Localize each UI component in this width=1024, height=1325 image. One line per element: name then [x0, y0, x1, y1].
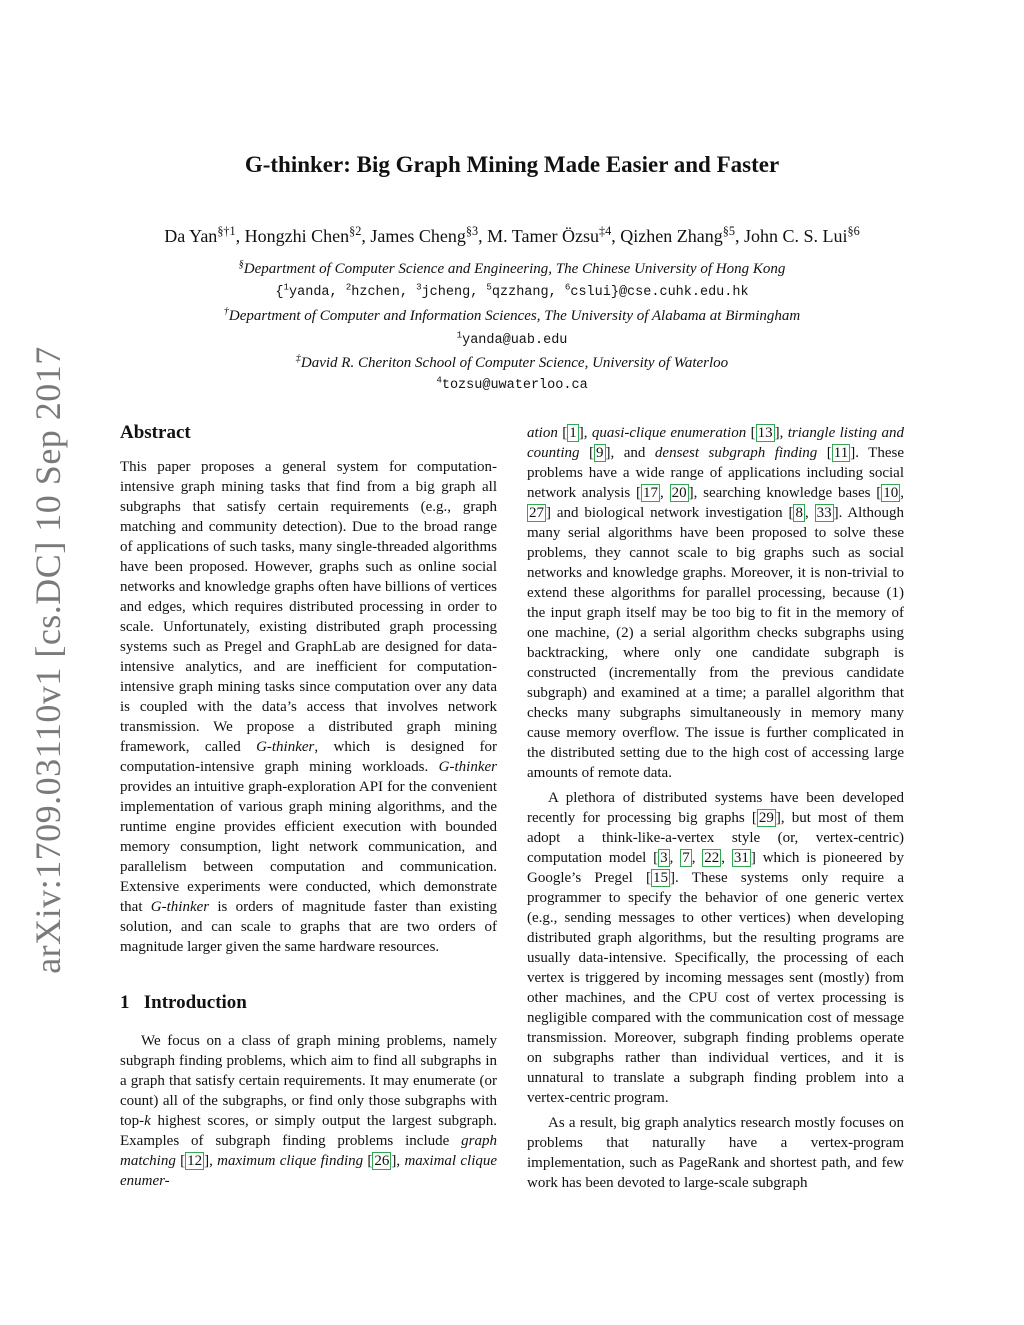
citation-link[interactable]: 33: [816, 505, 832, 521]
citation-link[interactable]: 29: [758, 810, 774, 826]
citation-link[interactable]: 10: [883, 485, 899, 501]
citation-link[interactable]: 26: [374, 1153, 390, 1169]
citation-link[interactable]: 27: [529, 505, 544, 521]
citation-link[interactable]: 17: [643, 485, 659, 501]
author: John C. S. Lui$^{\S 6}$: [743, 224, 860, 246]
affiliation-cuhk: §Department of Computer Science and Engineering, The Chinese University of Hong Kong: [238, 259, 786, 277]
author: Qizhen Zhang$^{\S 5}$: [620, 224, 735, 246]
citation-link[interactable]: 8: [795, 505, 803, 521]
email-cuhk: {$^1$yanda, $^2$hzchen, $^3$jcheng, $^5$qzzhang, $^6$cslui}@cse.cuhk.edu.hk: [275, 281, 749, 300]
abstract-heading: Abstract: [120, 422, 191, 443]
author: James Cheng$^{\S 3}$: [370, 224, 479, 246]
author-list: Da Yan$^{\S\dagger 1}$, Hongzhi Chen$^{\S 2}$, James Cheng$^{\S 3}$, M. Tamer Özsu$^{\ddagger 4}$, Qizhen Zhang$^{\S 5}$, John C. S. Lui$^{\S 6}$: [164, 224, 860, 246]
citation-link[interactable]: 12: [187, 1153, 203, 1169]
citation-link[interactable]: 3: [660, 850, 668, 866]
citation-link[interactable]: 1: [569, 425, 577, 441]
citation-link[interactable]: 20: [671, 485, 687, 501]
citation-link[interactable]: 11: [833, 445, 849, 461]
affiliation-uab: †Department of Computer and Information Sciences, The University of Alabama at Birmingham: [223, 306, 801, 324]
author: Hongzhi Chen$^{\S 2}$: [244, 224, 362, 246]
intro-paragraph-continued: ation [ 1 ], quasi-clique enumeration [ 13 ], triangle listing and counting [ 9 ], and densest subgraph finding [ 11 ]. These problems have a wide range of applications including social network analysis [ 17 , 20 ], searching knowledge bases [ 10 , 27 ] and biological network investigation [ 8 , 33 ]. Although many serial algorithms have been proposed to solve these problems, they cannot scale to big graphs such as social networks and knowledge graphs. Moreover, it is non-trivial to extend these algorithms for parallel processing, because (1) the input graph itself may be too big to fit in the memory of one machine, (2) a serial algorithm checks subgraphs using backtracking, where only one candidate subgraph is constructed (incrementally from the previous candidate subgraph) and examined at a time; a parallel algorithm that checks many subgraphs simultaneously in memory many cause memory overflow. The issue is further complicated in the distributed setting due to the high cost of accessing large amounts of remote data.: [527, 425, 905, 781]
citation-link[interactable]: 13: [757, 425, 773, 441]
arxiv-identifier: [18, 346, 78, 974]
left-column: [120, 421, 497, 1191]
citation-link[interactable]: 31: [733, 850, 749, 866]
abstract-text: This paper proposes a general system for computation-intensive graph mining tasks that find from a big graph all subgraphs that satisfy certain requirements (e.g., graph matching and community detection). Due to the broad range of applications of such tasks, many single-threaded algorithms have been proposed. However, graphs such as online social networks and knowledge graphs often have billions of vertices and edges, which requires distributed processing in order to scale. Unfortunately, existing distributed graph processing systems such as Pregel and GraphLab are designed for data-intensive analytics, and are inefficient for computation-intensive graph mining tasks since computation over any data is coupled with the data’s access that involves network transmission. We propose a distributed graph mining framework, called G-thinker, which is designed for computation-intensive graph mining workloads. G-thinker provides an intuitive graph-exploration API for the convenient implementation of various graph mining algorithms, and the runtime engine provides efficient execution with bounded memory consumption, light network communication, and parallelism between computation and communication. Extensive experiments were conducted, which demonstrate that G-thinker is orders of magnitude faster than existing solution, and can scale to graphs that are two orders of magnitude larger given the same hardware resources.: [120, 459, 498, 955]
citation-link[interactable]: 15: [653, 870, 669, 886]
affiliation-waterloo: ‡David R. Cheriton School of Computer Science, University of Waterloo: [295, 353, 729, 371]
email-uab: $^1$yanda@uab.edu: [456, 329, 568, 348]
right-column: [527, 423, 904, 1193]
citation-link[interactable]: 7: [682, 850, 690, 866]
citation-link[interactable]: 9: [596, 445, 604, 461]
intro-paragraph: As a result, big graph analytics research mostly focuses on problems that naturally have a vertex-program implementation, such as PageRank and shortest path, and few work has been devoted to large-scale subgraph: [527, 1115, 904, 1191]
intro-paragraph: A plethora of distributed systems have been developed recently for processing big graphs [ 29 ], but most of them adopt a think-like-a-vertex style (or, vertex-centric) computation model [ 3 , 7 , 22 , 31 ] which is pioneered by Google’s Pregel [ 15 ]. These systems only require a programmer to specify the behavior of one generic vertex (e.g., sending messages to other vertices) when developing distributed graph algorithms, but the resulting programs are usually data-intensive. Specifically, the processing of each vertex is triggered by incoming messages sent (mostly) from other machines, and the CPU cost of vertex processing is negligible compared with the communication cost of message transmission. Moreover, subgraph finding problems operate on subgraphs rather than individual vertices, and it is unnatural to translate a subgraph finding problem into a vertex-centric program.: [527, 790, 905, 1106]
author: M. Tamer Özsu$^{\ddagger 4}$: [487, 224, 612, 246]
citation-link[interactable]: 22: [704, 850, 720, 866]
intro-paragraph: We focus on a class of graph mining problems, namely subgraph finding problems, which aim to find all subgraphs in a graph that satisfy certain requirements. It may enumerate (or count) all of the subgraphs, or find only those subgraphs with top-k highest scores, or simply output the largest subgraph. Examples of subgraph finding problems include graph matching [ 12 ], maximum clique finding [ 26 ], maximal clique enumer-: [120, 1033, 498, 1189]
introduction-heading: 1 Introduction: [120, 992, 247, 1013]
email-waterloo: $^4$tozsu@uwaterloo.ca: [436, 374, 588, 393]
arxiv-identifier-text: arXiv:1709.03110v1 [cs.DC] 10 Sep 2017: [28, 346, 68, 974]
author: Da Yan$^{\S\dagger 1}$: [164, 224, 236, 246]
paper-title: G-thinker: Big Graph Mining Made Easier and Faster: [244, 152, 780, 177]
